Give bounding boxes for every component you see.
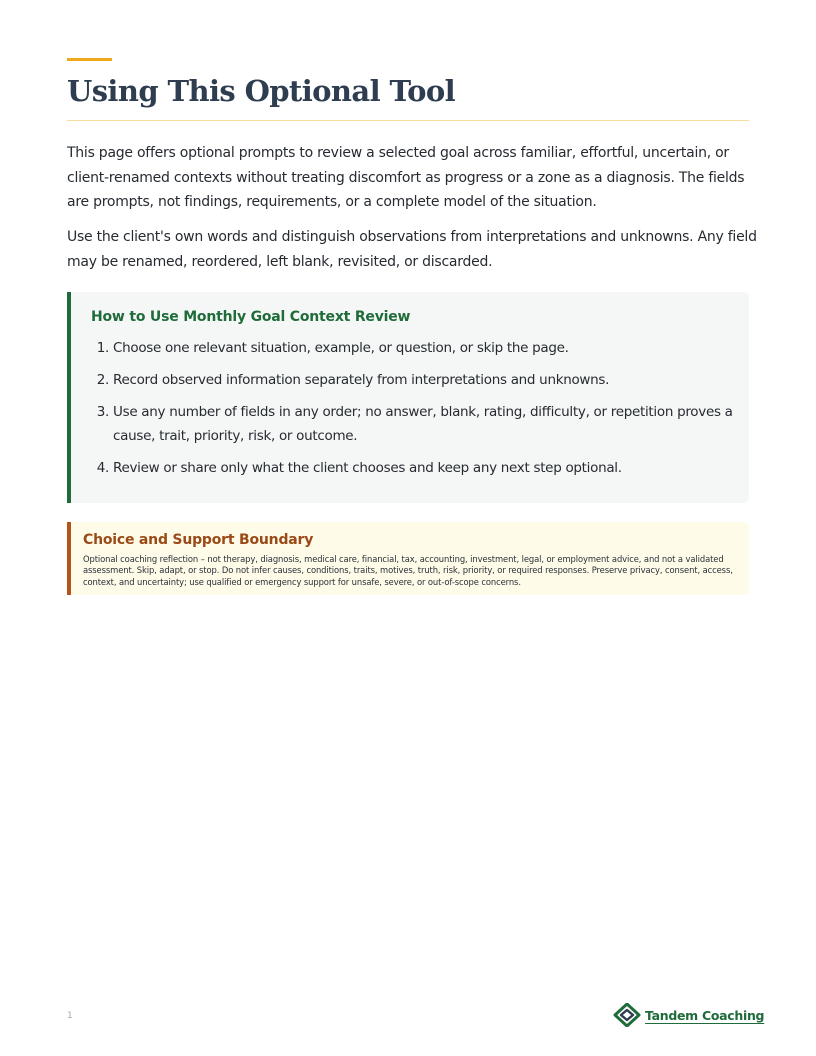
boundary-heading: Choice and Support Boundary bbox=[83, 532, 314, 548]
intro-paragraph-1: This page offers optional prompts to review a selected goal across familiar, effortful, uncertain, or client-renamed contexts without treating discomfort as progress or a zone as a diagnosis. The fields are prompts, not findings, requirements, or a complete model of the situation. bbox=[67, 145, 745, 210]
intro-paragraph-2: Use the client's own words and distinguish observations from interpretations and unknowns. Any field may be renamed, reordered, left blank, revisited, or discarded. bbox=[67, 229, 757, 270]
support-boundary-panel bbox=[67, 522, 749, 595]
boundary-text: Optional coaching reflection – not therapy, diagnosis, medical care, financial, tax, accounting, investment, legal, or employment advice, and not a validated assessment. Skip, adapt, or stop. Do not infer causes, conditions, traits, motives, truth, risk, priority, or required responses. Preserve privacy, consent, access, context, and uncertainty; use qualified or emergency support for unsafe, severe, or out-of-scope concerns. bbox=[83, 554, 733, 587]
how-to-heading: How to Use Monthly Goal Context Review bbox=[91, 309, 411, 325]
brand-name: Tandem Coaching bbox=[645, 1007, 765, 1023]
title-accent-bar bbox=[67, 58, 112, 61]
title-divider bbox=[67, 120, 749, 121]
how-to-step-3: 3. Use any number of fields in any order; no answer, blank, rating, difficulty, or repetition proves a cause, trait, priority, risk, or outcome. bbox=[113, 400, 753, 448]
page-title: Using This Optional Tool bbox=[67, 74, 456, 108]
how-to-step-2: 2. Record observed information separately from interpretations and unknowns. bbox=[113, 368, 753, 392]
how-to-step-1: 1. Choose one relevant situation, example, or question, or skip the page. bbox=[113, 336, 753, 360]
tandem-diamond-logo-icon bbox=[613, 1003, 641, 1027]
how-to-steps bbox=[91, 336, 753, 488]
how-to-panel bbox=[67, 292, 749, 503]
brand-logo bbox=[613, 1003, 764, 1027]
how-to-step-4: 4. Review or share only what the client chooses and keep any next step optional. bbox=[113, 456, 753, 480]
page-number: 1 bbox=[67, 1011, 73, 1021]
